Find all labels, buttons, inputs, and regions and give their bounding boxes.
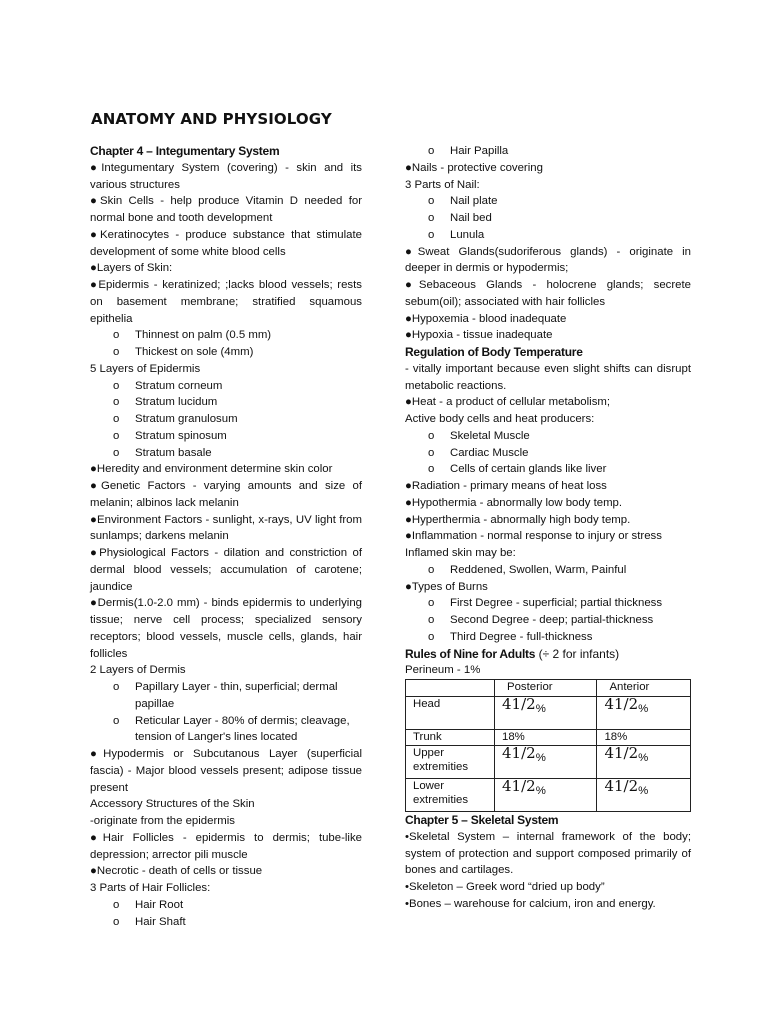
sub-list-item [405, 210, 691, 227]
sub-list-item-text: Reddened, Swollen, Warm, Painful [450, 563, 627, 576]
table-header-cell: Anterior [597, 680, 691, 697]
sub-list-item-text: Stratum lucidum [135, 396, 218, 409]
sub-list-item [405, 629, 691, 646]
percent-sign: % [638, 752, 649, 764]
sub-list-item-text: Reticular Layer - 80% of dermis; cleavage, tension of Langer's lines located [135, 714, 350, 744]
sub-list-item [90, 914, 362, 931]
paragraph: ●Physiological Factors - dilation and constriction of dermal blood vessels; accumulation of carotene; jaundice [90, 547, 362, 593]
paragraph: ●Inflammation - normal response to injury or stress [405, 530, 662, 543]
circle-bullet-icon: o [428, 195, 435, 208]
sub-list-item [405, 612, 691, 629]
sub-list-item-text: First Degree - superficial; partial thickness [450, 597, 663, 610]
circle-bullet-icon: o [428, 463, 435, 476]
paragraph: ●Epidermis - keratinized; ;lacks blood vessels; rests on basement membrane; stratified squamous epithelia [90, 279, 362, 325]
sub-list-item-text: Stratum granulosum [135, 413, 238, 425]
table-cell [597, 746, 691, 779]
sub-list-item [405, 193, 691, 210]
sub-list-item-text: Stratum basale [135, 446, 212, 459]
paragraph: ●Necrotic - death of cells or tissue [90, 865, 263, 878]
circle-bullet-icon: o [428, 446, 435, 459]
table-header-cell [406, 680, 495, 697]
sub-list-item-text: Papillary Layer - thin, superficial; dermal papillae [135, 681, 338, 710]
circle-bullet-icon: o [428, 145, 435, 157]
paragraph: ●Hyperthermia - abnormally high body temp. [405, 513, 631, 526]
paragraph: ●Sweat Glands(sudoriferous glands) - originate in deeper in dermis or hypodermis; [405, 245, 691, 275]
sub-list-item [405, 428, 691, 445]
sub-list-item [405, 595, 691, 612]
page-title: ANATOMY AND PHYSIOLOGY [91, 110, 332, 128]
paragraph: ●Nails - protective covering [405, 161, 543, 174]
sub-list-item-text: Skeletal Muscle [450, 429, 530, 442]
circle-bullet-icon: o [428, 563, 435, 576]
fraction-value: 41/2 [502, 744, 536, 762]
paragraph: ●Environment Factors - sunlight, x-rays, UV light from sunlamps; darkens melanin [90, 513, 362, 543]
paragraph: Accessory Structures of the Skin [90, 798, 255, 811]
sub-list-item [90, 428, 362, 445]
percent-sign: % [638, 703, 649, 715]
paragraph: 2 Layers of Dermis [90, 664, 186, 677]
table-cell [495, 746, 597, 779]
fraction-value: 41/2 [604, 744, 639, 762]
paragraph: ●Heat - a product of cellular metabolism; [405, 396, 611, 409]
section-heading: Chapter 5 – Skeletal System [405, 813, 559, 827]
sub-list-item [90, 344, 362, 361]
row-label: Upper extremities [406, 746, 495, 779]
sub-list-item-text: Second Degree - deep; partial-thickness [450, 614, 654, 626]
table-cell [495, 697, 597, 730]
paragraph: ●Genetic Factors - varying amounts and size of melanin; albinos lack melanin [90, 480, 362, 509]
table-header-cell: Posterior [495, 680, 597, 697]
fraction-value: 41/2 [604, 777, 639, 795]
table-cell [495, 779, 597, 812]
fraction-value: 41/2 [604, 695, 639, 713]
sub-list-item [90, 394, 362, 411]
paragraph: ●Integumentary System (covering) - skin and its various structures [90, 161, 362, 191]
row-label: Head [406, 697, 495, 730]
sub-list-item-text: Cells of certain glands like liver [450, 463, 607, 476]
percent-sign: % [535, 752, 546, 764]
paragraph: ●Hypoxia - tissue inadequate [405, 329, 553, 342]
circle-bullet-icon: o [113, 681, 120, 693]
row-label: Trunk [406, 730, 495, 746]
table-row [406, 730, 691, 746]
paragraph: •Bones – warehouse for calcium, iron and energy. [405, 897, 656, 910]
sub-list-item [90, 713, 362, 747]
paragraph: ●Skin Cells - help produce Vitamin D needed for normal bone and tooth development [90, 195, 362, 224]
percent-sign: % [638, 785, 649, 797]
circle-bullet-icon: o [113, 329, 120, 342]
fraction-value: 41/2 [502, 777, 536, 795]
sub-list-item-text: Nail plate [450, 195, 498, 208]
circle-bullet-icon: o [113, 429, 120, 442]
sub-list-item [405, 227, 691, 244]
sub-list-item [90, 897, 362, 914]
sub-list-item [405, 461, 691, 478]
right-column-bottom [405, 812, 691, 913]
percent-sign: % [535, 785, 546, 797]
sub-list-item-text: Cardiac Muscle [450, 446, 529, 459]
sub-list-item-text: Lunula [450, 228, 485, 241]
paragraph: ●Keratinocytes - produce substance that stimulate development of some white blood cells [90, 228, 362, 258]
rules-of-nine-heading [405, 646, 691, 663]
left-column [90, 143, 362, 930]
sub-list-item [90, 445, 362, 462]
paragraph: 3 Parts of Nail: [405, 178, 480, 191]
rules-of-nine-note: (÷ 2 for infants) [535, 646, 620, 661]
sub-list-item [90, 378, 362, 395]
paragraph: - vitally important because even slight shifts can disrupt metabolic reactions. [405, 362, 691, 392]
sub-list-item-text: Hair Papilla [450, 145, 509, 157]
table-row [406, 697, 691, 730]
paragraph: ●Types of Burns [405, 580, 488, 593]
sub-list-item-text: Thinnest on palm (0.5 mm) [135, 329, 272, 342]
sub-list-item [90, 679, 362, 713]
rules-of-nine-title: Rules of Nine for Adults [405, 646, 536, 661]
sub-list-item-text: Stratum spinosum [135, 429, 227, 442]
paragraph: ●Hair Follicles - epidermis to dermis; tube-like depression; arrector pili muscle [90, 831, 362, 861]
circle-bullet-icon: o [113, 379, 120, 392]
paragraph: -originate from the epidermis [90, 815, 235, 827]
fraction-value: 41/2 [502, 695, 536, 713]
paragraph: ●Radiation - primary means of heat loss [405, 480, 607, 492]
rules-of-nine-table [405, 679, 691, 812]
circle-bullet-icon: o [113, 898, 120, 911]
percent-sign: % [535, 703, 546, 715]
paragraph: ●Hypoxemia - blood inadequate [405, 312, 567, 325]
sub-list-item [405, 445, 691, 462]
circle-bullet-icon: o [113, 346, 120, 358]
paragraph: ●Dermis(1.0-2.0 mm) - binds epidermis to underlying tissue; nerve cell process; specialized sensory receptors; blood vessels, muscle cells, glands, hair follicles [90, 597, 362, 660]
sub-list-item [405, 143, 691, 160]
paragraph: ●Hypothermia - abnormally low body temp. [405, 496, 623, 509]
circle-bullet-icon: o [113, 413, 120, 425]
circle-bullet-icon: o [113, 714, 120, 727]
table-row [406, 779, 691, 812]
right-column-top [405, 143, 691, 646]
paragraph: ●Hypodermis or Subcutanous Layer (superficial fascia) - Major blood vessels present; adipose tissue present [90, 748, 362, 794]
paragraph: ●Layers of Skin: [90, 262, 173, 275]
sub-list-item-text: Hair Root [135, 898, 184, 911]
sub-list-item [405, 562, 691, 579]
paragraph: 3 Parts of Hair Follicles: [90, 882, 211, 894]
right-column [405, 143, 691, 913]
paragraph: •Skeletal System – internal framework of the body; system of protection and support composed primarily of bones and cartilages. [405, 830, 691, 877]
sub-list-item-text: Stratum corneum [135, 379, 223, 392]
circle-bullet-icon: o [113, 446, 120, 459]
section-heading: Chapter 4 – Integumentary System [90, 144, 280, 158]
sub-list-item [90, 327, 362, 344]
sub-list-item-text: Hair Shaft [135, 915, 186, 928]
circle-bullet-icon: o [113, 915, 120, 928]
circle-bullet-icon: o [428, 429, 435, 442]
sub-list-item-text: Thickest on sole (4mm) [135, 346, 254, 358]
paragraph: Inflamed skin may be: [405, 547, 516, 559]
table-cell [597, 779, 691, 812]
perineum-line: Perineum - 1% [405, 664, 481, 677]
circle-bullet-icon: o [428, 228, 435, 241]
paragraph: ●Sebaceous Glands - holocrene glands; secrete sebum(oil); associated with hair follicles [405, 279, 691, 308]
circle-bullet-icon: o [428, 597, 435, 610]
sub-list-item-text: Nail bed [450, 212, 492, 224]
table-cell [597, 697, 691, 730]
table-cell: 18% [597, 730, 691, 746]
circle-bullet-icon: o [428, 212, 435, 224]
section-heading: Regulation of Body Temperature [405, 345, 583, 359]
table-cell: 18% [495, 730, 597, 746]
circle-bullet-icon: o [428, 614, 435, 626]
table-header-row [406, 680, 691, 697]
circle-bullet-icon: o [113, 396, 120, 409]
table-row [406, 746, 691, 779]
circle-bullet-icon: o [428, 630, 435, 643]
sub-list-item-text: Third Degree - full-thickness [450, 630, 593, 643]
paragraph: Active body cells and heat producers: [405, 413, 595, 425]
paragraph: 5 Layers of Epidermis [90, 362, 201, 375]
paragraph: •Skeleton – Greek word “dried up body” [405, 881, 605, 893]
row-label: Lower extremities [406, 779, 495, 812]
sub-list-item [90, 411, 362, 428]
paragraph: ●Heredity and environment determine skin color [90, 463, 333, 476]
